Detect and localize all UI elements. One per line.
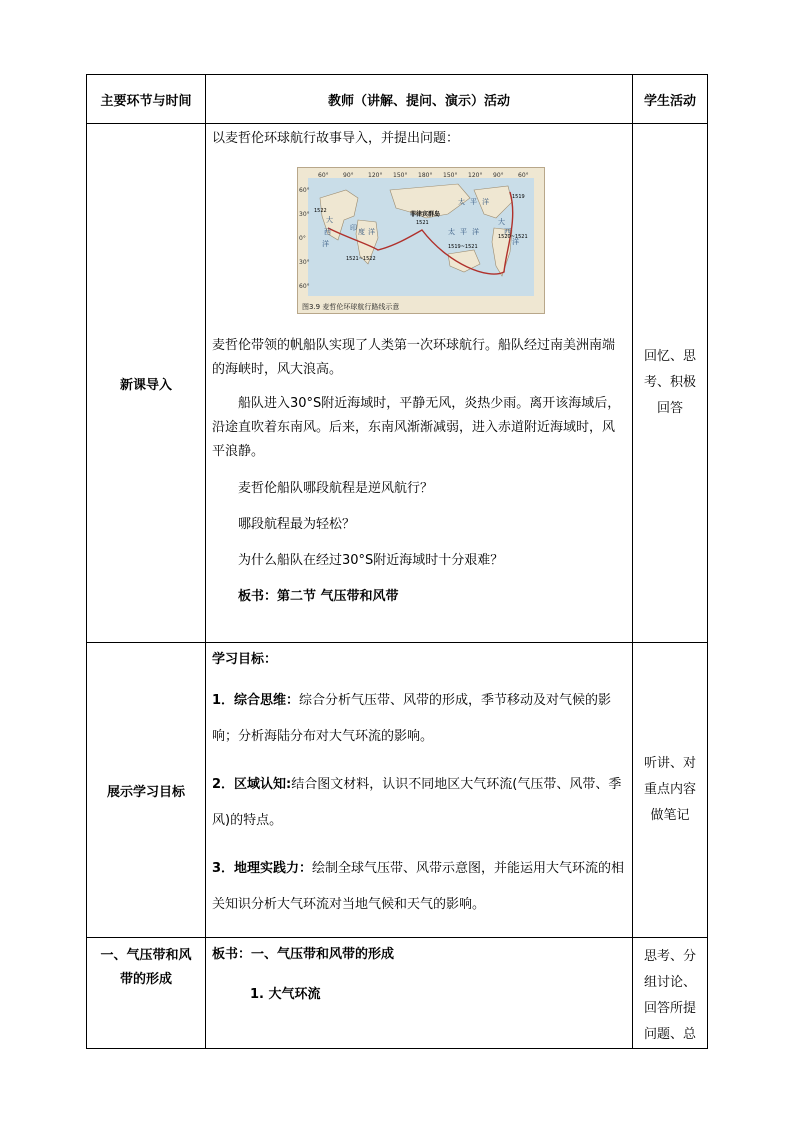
- student-intro-line: 考、积极: [643, 375, 696, 390]
- student-pressure-line: 回答所提: [643, 1001, 696, 1016]
- ocean-label: 洋: [368, 228, 375, 236]
- question-1: 麦哲伦船队哪段航程是逆风航行？: [238, 481, 434, 496]
- board-title: 板书：第二节 气压带和风带: [238, 589, 399, 604]
- ocean-label: 洋: [322, 240, 329, 248]
- question-3: 为什么船队在经过30°S附近海域时十分艰难？: [238, 553, 504, 568]
- student-goals-line: 做笔记: [650, 808, 690, 823]
- ocean-label: 洋: [482, 198, 489, 206]
- lat-label: 60°: [299, 283, 310, 290]
- ocean-label: 太: [458, 198, 465, 206]
- ocean-label: 大: [498, 218, 505, 226]
- paragraph-2: 船队进入30°S附近海域时，平静无风，炎热少雨。离开该海域后，沿途直吹着东南风。后来，东南风渐渐减弱，进入赤道附近海域时，风平浪静。: [212, 396, 621, 459]
- ocean-label: 大: [326, 216, 333, 224]
- header-teacher-activity: 教师（讲解、提问、演示）活动: [206, 75, 633, 124]
- student-pressure-line: 问题、总: [643, 1027, 696, 1042]
- lon-label: 90°: [343, 172, 354, 179]
- goal-text: 绘制全球气压带、风带示意图，并能运用大气环流的相关知识分析大气环流对当地气候和天气的影响。: [212, 861, 625, 912]
- place-label: 菲律宾群岛: [410, 211, 441, 218]
- student-intro: [633, 124, 708, 643]
- lon-label: 90°: [493, 172, 504, 179]
- section-pressure-belts: [87, 938, 206, 1049]
- lon-label: 120°: [468, 172, 483, 179]
- goal-text: 综合分析气压带、风带的形成，季节移动及对气候的影响；分析海陆分布对大气环流的影响。: [212, 693, 612, 744]
- student-goals: [633, 643, 708, 938]
- lon-label: 150°: [393, 172, 408, 179]
- goal-label: 1．综合思维：: [212, 693, 300, 708]
- ocean-label: 度: [358, 228, 365, 236]
- year-label: 1522: [314, 208, 327, 214]
- year-label: 1521: [416, 220, 429, 226]
- board-section-title: 板书：一、气压带和风带的形成: [212, 947, 395, 962]
- teacher-goals-cell: [206, 643, 633, 938]
- teacher-pressure-cell: [206, 938, 633, 1049]
- magellan-route-map: [297, 167, 545, 314]
- map-svg: [298, 168, 544, 313]
- ocean-label: 平: [460, 228, 467, 236]
- year-label: 1520~1521: [498, 234, 528, 240]
- section-goals: 展示学习目标: [87, 643, 206, 938]
- student-intro-line: 回答: [656, 401, 683, 416]
- header-student-activity: 学生活动: [633, 75, 708, 124]
- student-pressure-line: 组讨论、: [643, 975, 696, 990]
- row-intro: [87, 124, 708, 643]
- map-caption: 图3.9 麦哲伦环球航行路线示意: [302, 303, 400, 311]
- lat-label: 0°: [299, 235, 306, 242]
- student-pressure-line: 思考、分: [643, 949, 696, 964]
- intro-text: 以麦哲伦环球航行故事导入，并提出问题：: [212, 131, 460, 146]
- year-label: 1519~1521: [448, 244, 478, 250]
- header-stage: 主要环节与时间: [87, 75, 206, 124]
- goal-3: [206, 851, 632, 923]
- lon-label: 60°: [318, 172, 329, 179]
- ocean-label: 平: [470, 198, 477, 206]
- item-atmospheric-circulation: 1. 大气环流: [250, 987, 321, 1002]
- row-goals: [87, 643, 708, 938]
- header-row: [87, 75, 708, 124]
- ocean-label: 太: [448, 228, 455, 236]
- student-intro-line: 回忆、思: [643, 349, 696, 364]
- teacher-intro-cell: [206, 124, 633, 643]
- student-goals-line: 重点内容: [643, 782, 696, 797]
- ocean-label: 印: [350, 224, 357, 232]
- lon-label: 60°: [518, 172, 529, 179]
- goal-label: 3．地理实践力：: [212, 861, 313, 876]
- section-line: 带的形成: [119, 972, 172, 987]
- lat-label: 30°: [299, 259, 310, 266]
- lat-label: 30°: [299, 211, 310, 218]
- goal-1: [206, 683, 632, 755]
- lesson-plan-table: [86, 74, 708, 1049]
- year-label: 1519: [512, 194, 525, 200]
- section-intro: 新课导入: [87, 124, 206, 643]
- ocean-label: 洋: [472, 228, 479, 236]
- goal-text: 结合图文材料，认识不同地区大气环流(气压带、风带、季风)的特点。: [212, 777, 622, 828]
- goal-label: 2．区域认知:: [212, 777, 292, 792]
- paragraph-1: 麦哲伦带领的帆船队实现了人类第一次环球航行。船队经过南美洲南端的海峡时，风大浪高。: [212, 338, 616, 377]
- ocean-label: 西: [324, 228, 331, 236]
- lat-label: 60°: [299, 187, 310, 194]
- lon-label: 150°: [443, 172, 458, 179]
- row-pressure-belts: [87, 938, 708, 1049]
- ocean-label: 西: [504, 228, 511, 236]
- goal-2: [206, 767, 632, 839]
- question-2: 哪段航程最为轻松？: [238, 517, 356, 532]
- section-line: 一、气压带和风: [100, 948, 192, 963]
- lon-label: 180°: [418, 172, 433, 179]
- goals-title: 学习目标：: [212, 652, 278, 667]
- student-goals-line: 听讲、对: [643, 756, 696, 771]
- ocean-label: 洋: [512, 238, 519, 246]
- lon-label: 120°: [368, 172, 383, 179]
- student-pressure: [633, 938, 708, 1049]
- year-label: 1521~1522: [346, 256, 376, 262]
